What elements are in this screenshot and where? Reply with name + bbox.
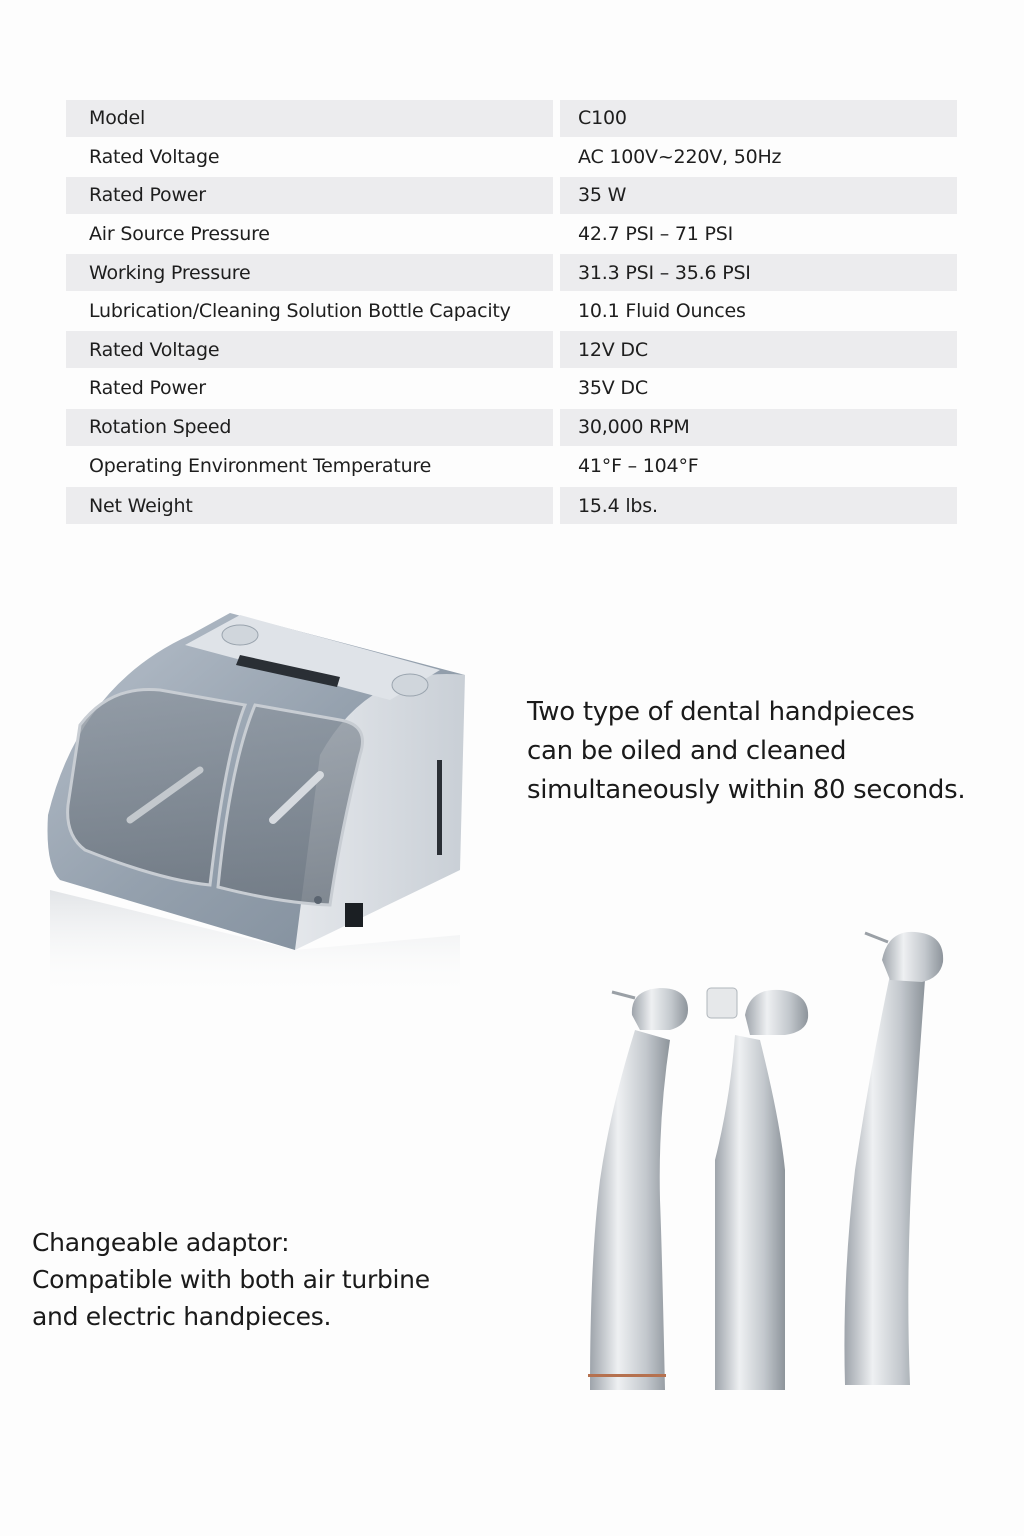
caption-line: can be oiled and cleaned [527,736,847,766]
caption-line: Changeable adaptor: [32,1228,290,1257]
caption-line: Compatible with both air turbine [32,1265,430,1294]
spec-value: 10.1 Fluid Ounces [578,300,746,323]
spec-label: Working Pressure [66,254,553,291]
spec-value: 35V DC [578,377,648,400]
spec-label: Rated Voltage [89,145,220,168]
spec-value: 31.3 PSI – 35.6 PSI [560,254,957,291]
spec-value: 41°F – 104°F [578,455,699,478]
spec-value: AC 100V~220V, 50Hz [578,145,782,168]
spec-label: Rated Power [89,377,206,400]
spec-label: Model [66,100,553,137]
spec-value: 12V DC [560,331,957,368]
spec-label: Operating Environment Temperature [89,455,432,478]
table-row [66,486,957,525]
table-row [66,176,957,215]
caption-line: Two type of dental handpieces [527,697,915,727]
caption-line: and electric handpieces. [32,1302,332,1331]
spec-value: 42.7 PSI – 71 PSI [578,223,733,246]
spec-value: 30,000 RPM [560,409,957,446]
spec-label: Air Source Pressure [89,223,270,246]
table-row [66,408,957,447]
spec-label: Net Weight [66,487,553,524]
table-row [66,331,957,370]
table-row [66,253,957,292]
spec-label: Rated Power [66,177,553,214]
spec-label: Lubrication/Cleaning Solution Bottle Capacity [89,300,511,323]
specification-table [66,99,957,525]
table-row [66,292,957,331]
spec-label: Rotation Speed [66,409,553,446]
caption-line: simultaneously within 80 seconds. [527,775,966,805]
maintenance-unit-image [40,605,480,1000]
feature-caption-cleaning-time [527,693,987,810]
feature-caption-adaptor [32,1224,472,1335]
table-row [66,138,957,177]
spec-value: 35 W [560,177,957,214]
table-row [66,446,957,486]
table-row [66,99,957,138]
table-row [66,215,957,254]
dental-handpieces-image [570,920,970,1400]
spec-value: 15.4 lbs. [560,487,957,524]
spec-label: Rated Voltage [66,331,553,368]
table-row [66,369,957,408]
spec-value: C100 [560,100,957,137]
